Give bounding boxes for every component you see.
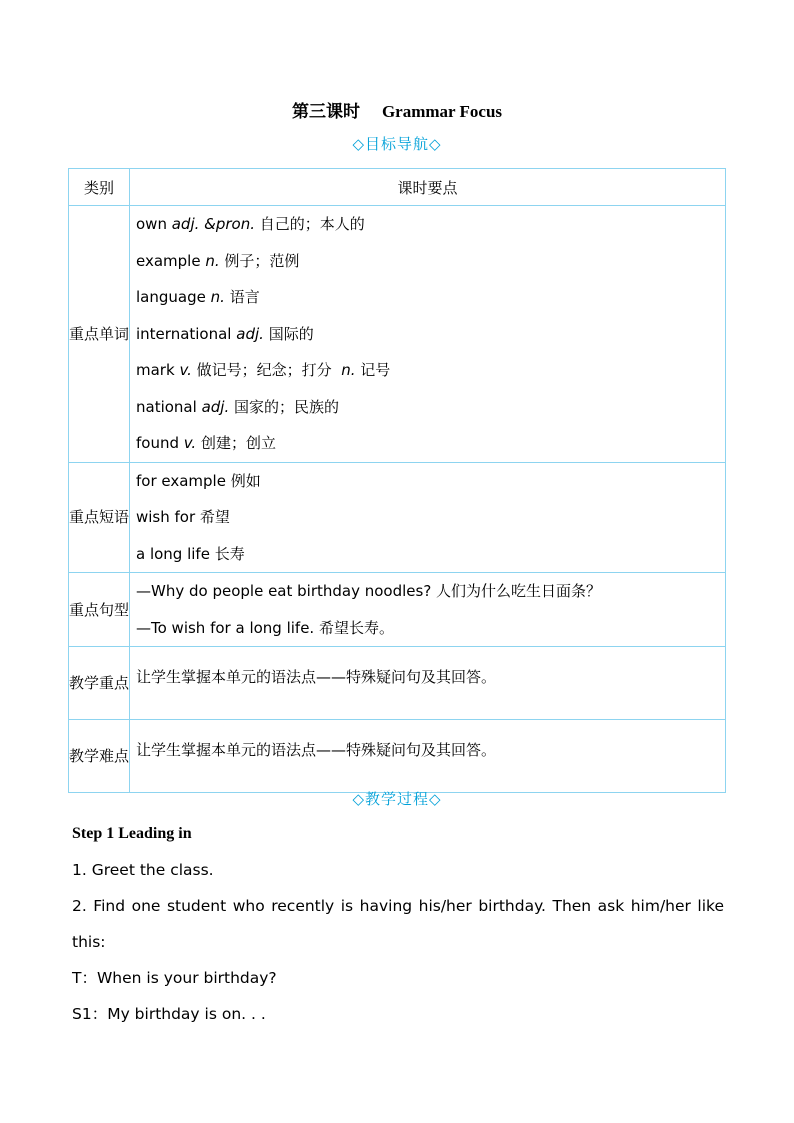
list-item: found v. 创建；创立 xyxy=(136,434,276,452)
category-sentences: 重点句型 xyxy=(69,573,130,647)
list-item: wish for 希望 xyxy=(136,508,230,526)
focus-cell xyxy=(130,647,726,720)
category-difficulty: 教学难点 xyxy=(69,720,130,793)
list-item: a long life 长寿 xyxy=(136,544,245,563)
header-category: 类别 xyxy=(69,169,130,206)
difficulty-text: 让学生掌握本单元的语法点——特殊疑问句及其回答。 xyxy=(136,741,497,759)
teaching-steps xyxy=(72,816,724,1032)
lesson-plan-table xyxy=(68,168,726,793)
list-item: mark v. 做记号；纪念；打分 n. 记号 xyxy=(136,361,391,379)
category-focus: 教学重点 xyxy=(69,647,130,720)
list-item: language n. 语言 xyxy=(136,288,260,306)
dialog-line: S1：My birthday is on. . . xyxy=(72,1005,266,1023)
table-row xyxy=(69,720,726,793)
step-paragraph: 1. Greet the class. xyxy=(72,861,214,879)
list-item: own adj. &pron. 自己的；本人的 xyxy=(136,215,365,233)
step-paragraph: 2. Find one student who recently is having his/her birthday. Then ask him/her like xyxy=(72,897,724,915)
sentences-cell xyxy=(130,573,726,647)
list-item: example n. 例子；范例 xyxy=(136,251,300,270)
focus-text: 让学生掌握本单元的语法点——特殊疑问句及其回答。 xyxy=(136,668,497,686)
table-row xyxy=(69,206,726,463)
category-phrases: 重点短语 xyxy=(69,462,130,573)
table-row xyxy=(69,573,726,647)
step-paragraph-cont: this: xyxy=(72,933,106,951)
header-points: 课时要点 xyxy=(130,169,726,206)
table-header-row xyxy=(69,169,726,206)
words-cell xyxy=(130,206,726,463)
section-process-heading: ◇教学过程◇ xyxy=(352,790,442,808)
list-item: —To wish for a long life. 希望长寿。 xyxy=(136,618,394,637)
table-row xyxy=(69,462,726,573)
dialog-line: T：When is your birthday? xyxy=(72,969,277,987)
list-item: —Why do people eat birthday noodles? 人们为什么吃生日面条？ xyxy=(136,582,602,600)
page-title xyxy=(0,97,794,122)
title-en: Grammar Focus xyxy=(381,102,503,121)
list-item: for example 例如 xyxy=(136,471,261,490)
section-goals-heading: ◇目标导航◇ xyxy=(352,135,442,153)
title-cn: 第三课时 xyxy=(291,102,360,121)
step-heading: Step 1 Leading in xyxy=(72,825,192,842)
difficulty-cell xyxy=(130,720,726,793)
list-item: national adj. 国家的；民族的 xyxy=(136,397,340,416)
category-words: 重点单词 xyxy=(69,206,130,463)
phrases-cell xyxy=(130,462,726,573)
table-row xyxy=(69,647,726,720)
list-item: international adj. 国际的 xyxy=(136,324,314,343)
